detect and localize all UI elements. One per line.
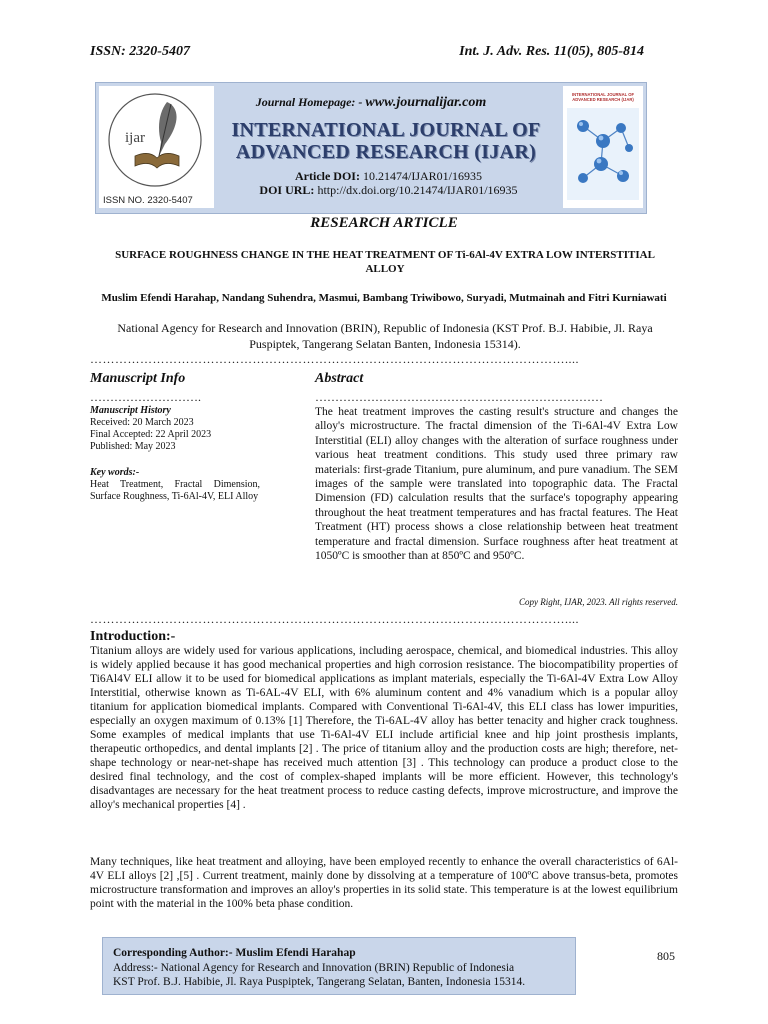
address-label: Address:- (113, 961, 158, 974)
divider-right: ……………………………………………………………… (315, 390, 603, 404)
corresponding-author: Corresponding Author:- Muslim Efendi Harahap (113, 947, 356, 959)
affiliation: National Agency for Research and Innovation (BRIN), Republic of Indonesia (KST Prof. B.J. Habibie, Jl. Raya Puspiptek, Tangerang Selatan Banten, Indonesia 15314). (117, 321, 653, 351)
article-title: SURFACE ROUGHNESS CHANGE IN THE HEAT TREATMENT OF Ti-6Al-4V EXTRA LOW INTERSTITIAL ALLOY (115, 249, 655, 275)
svg-text:ADVANCED RESEARCH (IJAR): ADVANCED RESEARCH (IJAR) (572, 97, 634, 102)
copyright: Copy Right, IJAR, 2023. All rights reserved. (519, 597, 678, 607)
journal-cover-image (563, 86, 643, 208)
published-date: Published: May 2023 (90, 441, 176, 452)
journal-banner (95, 82, 647, 214)
journal-name-line1: INTERNATIONAL JOURNAL OF (231, 119, 541, 141)
homepage-url[interactable]: www.journalijar.com (365, 95, 487, 110)
doi-url-label: DOI URL: (259, 183, 315, 197)
journal-name-line2: ADVANCED RESEARCH (IJAR) (235, 141, 537, 163)
manuscript-info (90, 405, 260, 503)
homepage-label: Journal Homepage: - (255, 95, 366, 109)
divider-left: ………………………. (90, 390, 201, 404)
abstract-heading: Abstract (315, 371, 364, 386)
journal-name (216, 119, 556, 163)
manuscript-info-heading: Manuscript Info (90, 371, 186, 386)
divider-top: …………………………………………………………………………………………………….... (90, 352, 579, 366)
address-line-1: National Agency for Research and Innovation (BRIN) Republic of Indonesia (157, 961, 515, 974)
page-number: 805 (657, 949, 675, 963)
article-doi-label: Article DOI: (295, 169, 360, 183)
corresponding-author-box (102, 937, 576, 995)
address-line-2: KST Prof. B.J. Habibie, Jl. Raya Puspiptek, Tangerang Selatan, Banten, Indonesia 15314. (113, 976, 526, 988)
doi-url[interactable]: http://dx.doi.org/10.21474/IJAR01/16935 (317, 183, 518, 197)
article-type: RESEARCH ARTICLE (310, 215, 458, 231)
introduction-paragraph-2: Many techniques, like heat treatment and alloying, have been employed recently to enhance the overall characteristics of 6Al-4V ELI alloys [2] ,[5] . Current treatment, mainly done by dissolving at a temperature of 100ºC above transus-beta, promotes microstructure transformation and improves an alloy's properties in its solid state. This temperature is at the lowest equilibrium point with the material in the 100% beta phase condition. (90, 856, 678, 910)
divider-bottom: …………………………………………………………………………………………………….... (90, 612, 579, 626)
keywords-label: Key words:- (90, 467, 140, 478)
molecule-cover-icon (563, 86, 643, 208)
accepted-date: Final Accepted: 22 April 2023 (90, 429, 212, 440)
svg-text:INTERNATIONAL JOURNAL OF: INTERNATIONAL JOURNAL OF (571, 92, 635, 97)
logo-issn: ISSN NO. 2320-5407 (103, 195, 193, 206)
logo-text: ijar (125, 130, 145, 146)
received-date: Received: 20 March 2023 (90, 417, 194, 428)
keywords: Heat Treatment, Fractal Dimension, Surface Roughness, Ti-6Al-4V, ELI Alloy (90, 479, 260, 502)
doi-block (216, 169, 561, 197)
article-doi: 10.21474/IJAR01/16935 (362, 169, 482, 183)
history-label: Manuscript History (90, 405, 171, 416)
citation: Int. J. Adv. Res. 11(05), 805-814 (459, 44, 644, 59)
introduction-paragraph-1: Titanium alloys are widely used for various applications, including aerospace, chemical, and biomedical industries. This alloy is widely applied because it has good mechanical properties and high corrosion resistance. The biocompatibility properties of Ti6Al4V ELI allow it to be used for biomedical applications as implant materials, especially the Ti-6Al-4V Extra Low Alloy Interstitial, otherwise known as Ti-6AL-4V ELI, with 6% aluminum content and 4% vanadium which is a popular alloy titanium for application biomedical implants. Compared with Conventional Ti-6Al-4V, this ELI class has lower impurities, especially an oxygen maximum of 0.13% [1] Therefore, the Ti-6AL-4V alloy has better tenacity and higher crack toughness. Some examples of medical implants that use Ti-6Al-4V ELI include artificial knee and hip joint prosthesis implants, therapeutic orthopedics, and dental implants [2] . The price of titanium alloy and the production costs are high; therefore, net-shape technology or near-net-shape has received much attention [3] . This technology can produce a product close to the desired final technology, and the cost of complex-shaped implants will be more efficient. However, this technology's disadvantages are necessary for the heat treatment process to reduce casting defects, improve microstructure, and improve the alloy's mechanical properties [4] . (90, 645, 678, 811)
abstract-text: The heat treatment improves the casting result's structure and changes the alloy's microstructure. The fractal dimension of the Ti-6Al-4V Extra Low Interstitial (ELI) alloy changes with the alteration of surface roughness under various heat treatment conditions. This study used three primary raw materials: first-grade Titanium, pure aluminum, and pure vanadium. The SEM images of the sample were translated into topographic data. The Fractal Dimension (FD) calculation results that the surface's topography appearing throughout the heat treatment temperatures and has fractal features. The Heat Treatment (HT) process shows a close relationship between heat treatment temperature and fractal dimension. Surface roughness after heat treatment at 1050ºC is smoother than at 850ºC and 950ºC. (315, 406, 678, 563)
introduction-heading: Introduction:- (90, 629, 176, 644)
issn: ISSN: 2320-5407 (90, 44, 190, 59)
authors: Muslim Efendi Harahap, Nandang Suhendra, Masmui, Bambang Triwibowo, Suryadi, Mutmainah and Fitri Kurniawati (101, 292, 667, 304)
